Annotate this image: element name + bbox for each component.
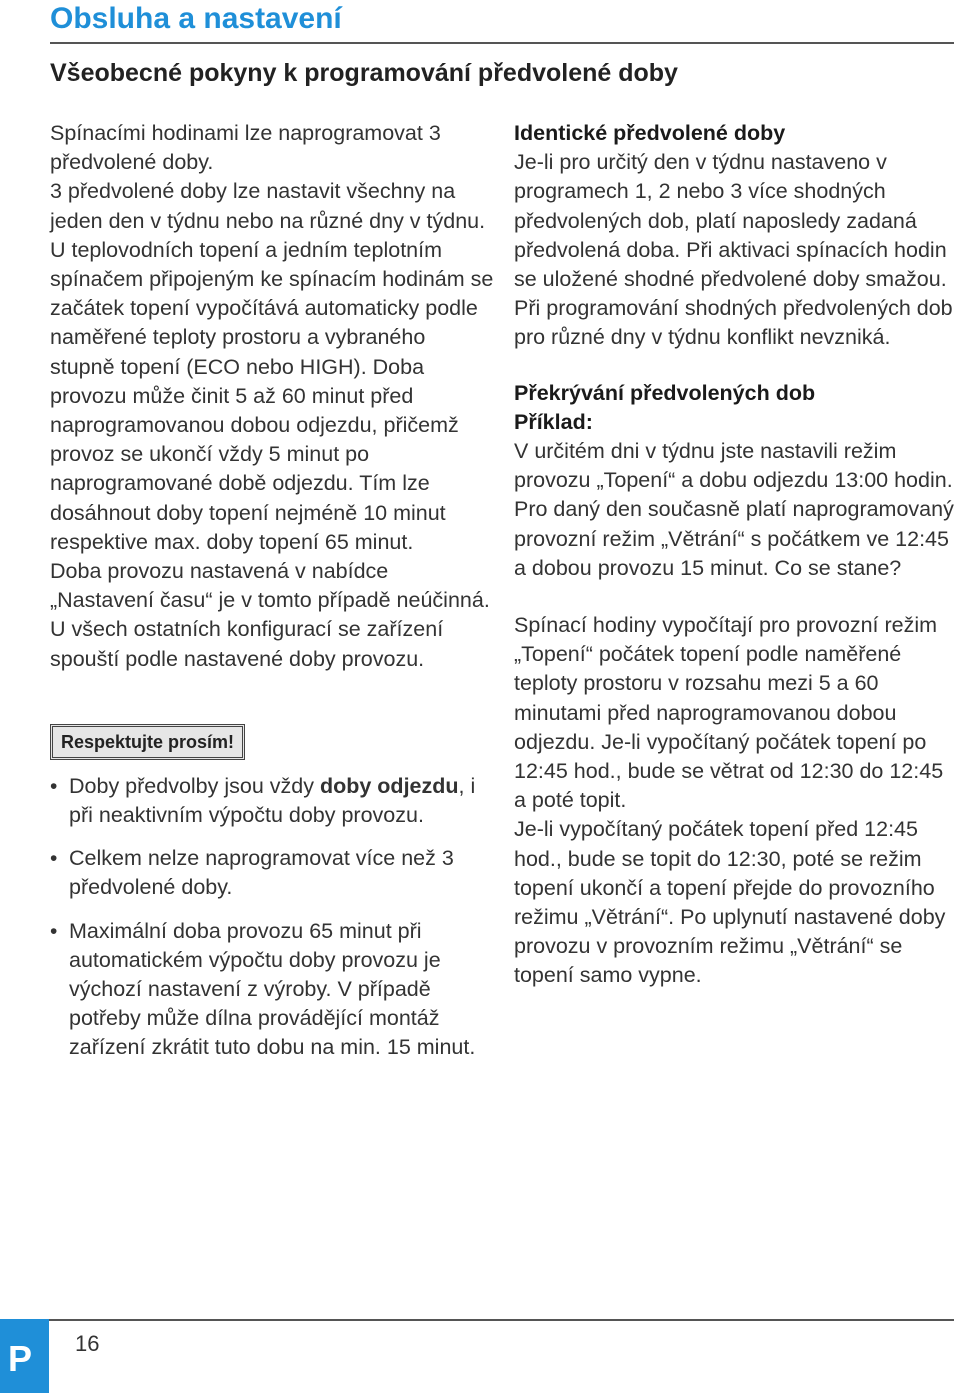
heading-overlapping-presets: Překrývání předvolených dob: [514, 380, 816, 405]
language-letter: P: [8, 1338, 33, 1379]
right-paragraph-1: Je-li pro určitý den v týdnu nastaveno v programech 1, 2 nebo 3 více shodných předvolených dob, platí naposledy zadaná předvolená doba. Při aktivaci spínacích hodin se uložené shodné předvolené doby smažou.: [514, 150, 947, 292]
footer-divider: [49, 1319, 954, 1321]
page-number: 16: [75, 1331, 100, 1356]
left-paragraph-4: Doba provozu nastavená v nabídce „Nastavení času“ je v tomto případě neúčinná.: [50, 559, 490, 613]
left-paragraph-5: U všech ostatních konfigurací se zařízení spouští podle nastavené doby provozu.: [50, 617, 444, 671]
bullet-2-text: Celkem nelze naprogramovat více než 3 předvolené doby.: [69, 846, 454, 900]
bullet-icon: •: [50, 847, 58, 871]
right-paragraph-4: Spínací hodiny vypočítají pro provozní režim „Topení“ počátek topení podle naměřené teploty prostoru v rozsahu mezi 5 a 60 minutami před naprogramovanou dobou odjezdu. Je-li vypočítaný počátek topení po 12:45 hod., bude se větrat od 12:30 do 12:45 a poté topit.: [514, 613, 944, 813]
right-paragraph-5: Je-li vypočítaný počátek topení před 12:45 hod., bude se topit do 12:30, poté se režim topení ukončí a topení přejde do provozního režimu „Větrání“. Po uplynutí nastavené doby provozu v provozním režimu „Větrání“ se topení samo vypne.: [514, 817, 946, 988]
notice-bullet-list: [50, 772, 495, 1063]
bullet-1-text-start: Doby předvolby jsou vždy: [69, 773, 320, 798]
right-paragraph-3: V určitém dni v týdnu jste nastavili režim provozu „Topení“ a dobu odjezdu 13:00 hodin. Pro daný den současně platí naprogramovaný provozní režim „Větrání“ s počátkem ve 12:45 a dobou provozu 15 minut. Co se stane?: [514, 439, 954, 580]
bullet-item-1: [50, 772, 495, 830]
bullet-item-3: [50, 917, 495, 1063]
right-column: [514, 119, 960, 991]
bullet-icon: •: [50, 919, 58, 943]
bullet-1-emphasis: doby odjezdu: [319, 773, 459, 798]
left-paragraph-2: 3 předvolené doby lze nastavit všechny na jeden den v týdnu nebo na různé dny v týdnu.: [50, 179, 486, 233]
notice-container: [50, 724, 495, 760]
bullet-icon: •: [50, 774, 58, 798]
section-title: Obsluha a nastavení: [50, 2, 342, 35]
left-paragraph-3: U teplovodních topení a jedním teplotním spínačem připojeným ke spínacím hodinám se začátek topení vypočítává automaticky podle naměřené teploty prostoru a vybraného stupně topení (ECO nebo HIGH). Doba provozu může činit 5 až 60 minut před naprogramovanou dobou odjezdu, přičemž provoz se ukončí vždy 5 minut po naprogramované době odjezdu. Tím lze dosáhnout doby topení nejméně 10 minut respektive max. doby topení 65 minut.: [50, 237, 494, 554]
bullet-3-text: Maximální doba provozu 65 minut při automatickém výpočtu doby provozu je výchozí nastavení z výroby. V případě potřeby může dílna provádějící montáž zařízení zkrátit tuto dobu na min. 15 minut.: [69, 918, 476, 1060]
heading-identical-presets: Identické předvolené doby: [514, 121, 786, 145]
language-tab: [0, 1319, 49, 1393]
right-paragraph-2: Při programování shodných předvolených dob pro různé dny v týdnu konflikt nevzniká.: [514, 296, 953, 350]
left-paragraph-1: Spínacími hodinami lze naprogramovat 3 předvolené doby.: [50, 121, 441, 175]
header-divider: [50, 42, 954, 44]
left-column: [50, 119, 495, 1077]
notice-badge: Respektujte prosím!: [50, 724, 245, 760]
bullet-item-2: [50, 844, 495, 902]
page-subtitle: Všeobecné pokyny k programování předvolené doby: [50, 59, 678, 87]
bullet-1-text-end: , i při neaktivním výpočtu doby provozu.: [69, 773, 476, 828]
heading-example: Příklad:: [514, 409, 593, 434]
